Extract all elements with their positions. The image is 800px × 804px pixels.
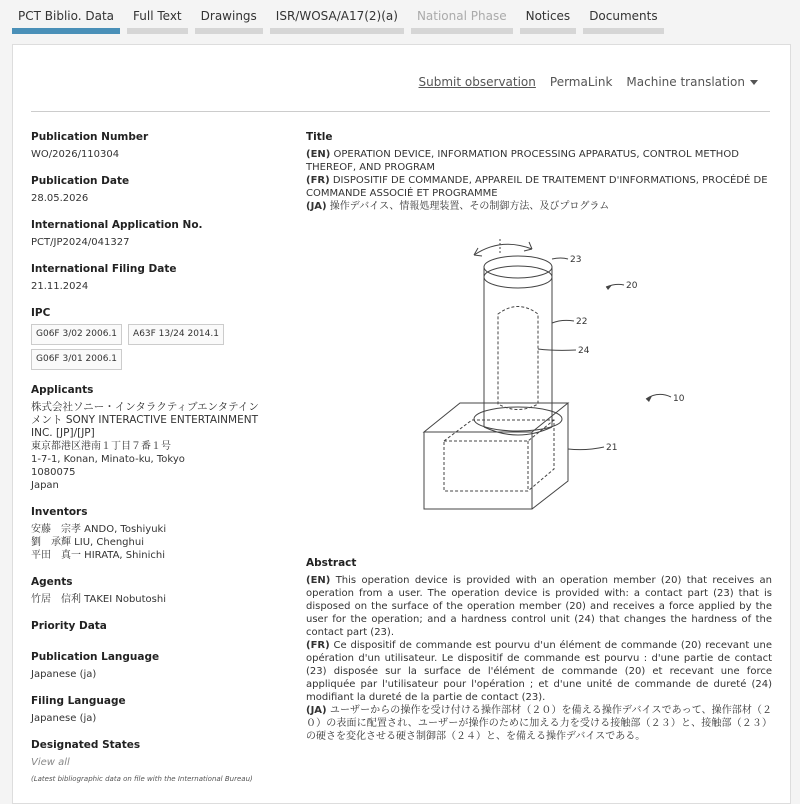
applicant-postcode: 1080075	[31, 467, 76, 478]
applicant-address-ja: 東京都港区港南１丁目７番１号	[31, 441, 171, 452]
lang-tag: (EN)	[306, 149, 331, 160]
base-side	[532, 403, 568, 509]
label-22: 22	[576, 317, 588, 327]
permalink-link[interactable]: PermaLink	[549, 75, 613, 89]
submit-observation-link[interactable]: Submit observation	[418, 75, 536, 89]
applicants-label: Applicants	[31, 384, 94, 396]
label-10: 10	[673, 394, 685, 404]
label-21: 21	[606, 443, 618, 453]
filing-date: 21.11.2024	[31, 281, 89, 292]
label-20: 20	[626, 281, 638, 291]
applicant-address: 1-7-1, Konan, Minato-ku, Tokyo	[31, 454, 185, 465]
contact-top	[484, 256, 552, 278]
toolbar	[419, 75, 758, 89]
abstract-label: Abstract	[306, 557, 357, 569]
application-number: PCT/JP2024/041327	[31, 237, 130, 248]
abstract-fr-text: Ce dispositif de commande est pourvu d'un élément de commande (20) recevant une opération d'un utilisateur. Le dispositif de commande est pourvu : d'une partie de contact (23) disposée sur la surface de l'élément de commande (20) et recevant une force appliquée par l'utilisateur pour l'opération ; et d'une unité de commande de dureté (24) modifiant la dureté de la partie de contact (23).	[306, 640, 773, 703]
agent: 竹居 信利 TAKEI Nobutoshi	[31, 594, 167, 605]
label-23: 23	[570, 255, 582, 265]
abstract-en	[306, 574, 772, 639]
inventor: 安藤 宗孝 ANDO, Toshiyuki	[31, 524, 167, 535]
applicant-country: Japan	[31, 480, 59, 491]
abstract-fr	[306, 639, 772, 704]
divider	[31, 111, 770, 112]
biblio-card	[12, 44, 791, 804]
agents-label: Agents	[31, 576, 73, 588]
device-drawing-svg	[306, 219, 772, 549]
filing-language-label: Filing Language	[31, 695, 126, 707]
label-24: 24	[578, 346, 590, 356]
machine-translation-label: Machine translation	[626, 75, 745, 89]
lang-tag: (EN)	[306, 575, 331, 586]
publication-language: Japanese (ja)	[31, 669, 97, 680]
ipc-chip[interactable]: G06F 3/02 2006.1	[31, 324, 122, 345]
title-ja	[306, 200, 772, 213]
machine-translation-dropdown[interactable]	[626, 75, 758, 89]
lang-tag: (FR)	[306, 640, 330, 651]
abstract-body	[306, 574, 772, 743]
ipc-chip[interactable]: A63F 13/24 2014.1	[128, 324, 224, 345]
ipc-label: IPC	[31, 307, 51, 319]
publication-number-label: Publication Number	[31, 131, 149, 143]
applicant-name: 株式会社ソニー・インタラクティブエンタテインメント SONY INTERACTIVE ENTERTAINMENT INC. [JP]/[JP]	[31, 401, 259, 439]
cylinder	[484, 277, 552, 427]
lang-tag: (FR)	[306, 175, 330, 186]
lang-tag: (JA)	[306, 705, 327, 716]
abstract-ja-text: ユーザーからの操作を受け付ける操作部材（２０）を備える操作デバイスであって、操作部材（２０）の表面に配置され、ユーザーが操作のために加える力を受ける接触部（２３）と、接触部（２３）の硬さを変化させる硬さ制御部（２４）と、を備える操作デバイスである。	[306, 705, 773, 742]
tab-notices[interactable]: Notices	[520, 6, 577, 34]
title-en-text: OPERATION DEVICE, INFORMATION PROCESSING APPARATUS, CONTROL METHOD THEREOF, AND PROGRAM	[306, 149, 739, 173]
ipc-list	[31, 324, 231, 370]
lang-tag: (JA)	[306, 201, 327, 212]
publication-language-label: Publication Language	[31, 651, 160, 663]
rotation-arrow	[474, 244, 532, 255]
inventor: 平田 真一 HIRATA, Shinichi	[31, 550, 165, 561]
filing-date-label: International Filing Date	[31, 263, 177, 275]
inventors-label: Inventors	[31, 506, 88, 518]
inventor-list	[31, 523, 271, 562]
tab-national-phase: National Phase	[411, 6, 513, 34]
application-number-label: International Application No.	[31, 219, 203, 231]
tab-biblio[interactable]: PCT Biblio. Data	[12, 6, 120, 34]
tab-isr[interactable]: ISR/WOSA/A17(2)(a)	[270, 6, 404, 34]
publication-number: WO/2026/110304	[31, 149, 120, 160]
title-fr-text: DISPOSITIF DE COMMANDE, APPAREIL DE TRAITEMENT D'INFORMATIONS, PROCÉDÉ DE COMMANDE ASSOCIÉ ET PROGRAMME	[306, 175, 768, 199]
biblio-right-column	[306, 131, 772, 743]
tab-bar	[12, 6, 671, 34]
tab-full-text[interactable]: Full Text	[127, 6, 188, 34]
applicant-block	[31, 401, 261, 492]
patent-drawing	[306, 219, 772, 549]
base-front	[424, 432, 532, 509]
view-all-link[interactable]: View all	[31, 757, 70, 768]
ipc-chip[interactable]: G06F 3/01 2006.1	[31, 349, 122, 370]
priority-data-label: Priority Data	[31, 620, 107, 632]
base-top	[424, 403, 568, 432]
tab-documents[interactable]: Documents	[583, 6, 663, 34]
title-en	[306, 148, 772, 174]
inventor: 劉 承輝 LIU, Chenghui	[31, 537, 144, 548]
title-label: Title	[306, 131, 333, 143]
publication-date: 28.05.2026	[31, 193, 89, 204]
tab-drawings[interactable]: Drawings	[195, 6, 263, 34]
filing-language: Japanese (ja)	[31, 713, 97, 724]
biblio-left-column	[31, 131, 271, 783]
title-ja-text: 操作デバイス、情報処理装置、その制御方法、及びプログラム	[329, 201, 610, 212]
abstract-ja	[306, 704, 772, 743]
title-fr	[306, 174, 772, 200]
abstract-en-text: This operation device is provided with an operation member (20) that receives an operation from a user. The operation device is provided with: a contact part (23) that is disposed on the surface of the operation member (20) and receives a force applied by the user for the operation; and a hardness control unit (24) that changes the hardness of the contact part (23).	[306, 575, 772, 638]
designated-states-label: Designated States	[31, 739, 141, 751]
publication-date-label: Publication Date	[31, 175, 130, 187]
chevron-down-icon	[750, 80, 758, 85]
data-footnote: (Latest bibliographic data on file with the International Bureau)	[31, 775, 253, 783]
